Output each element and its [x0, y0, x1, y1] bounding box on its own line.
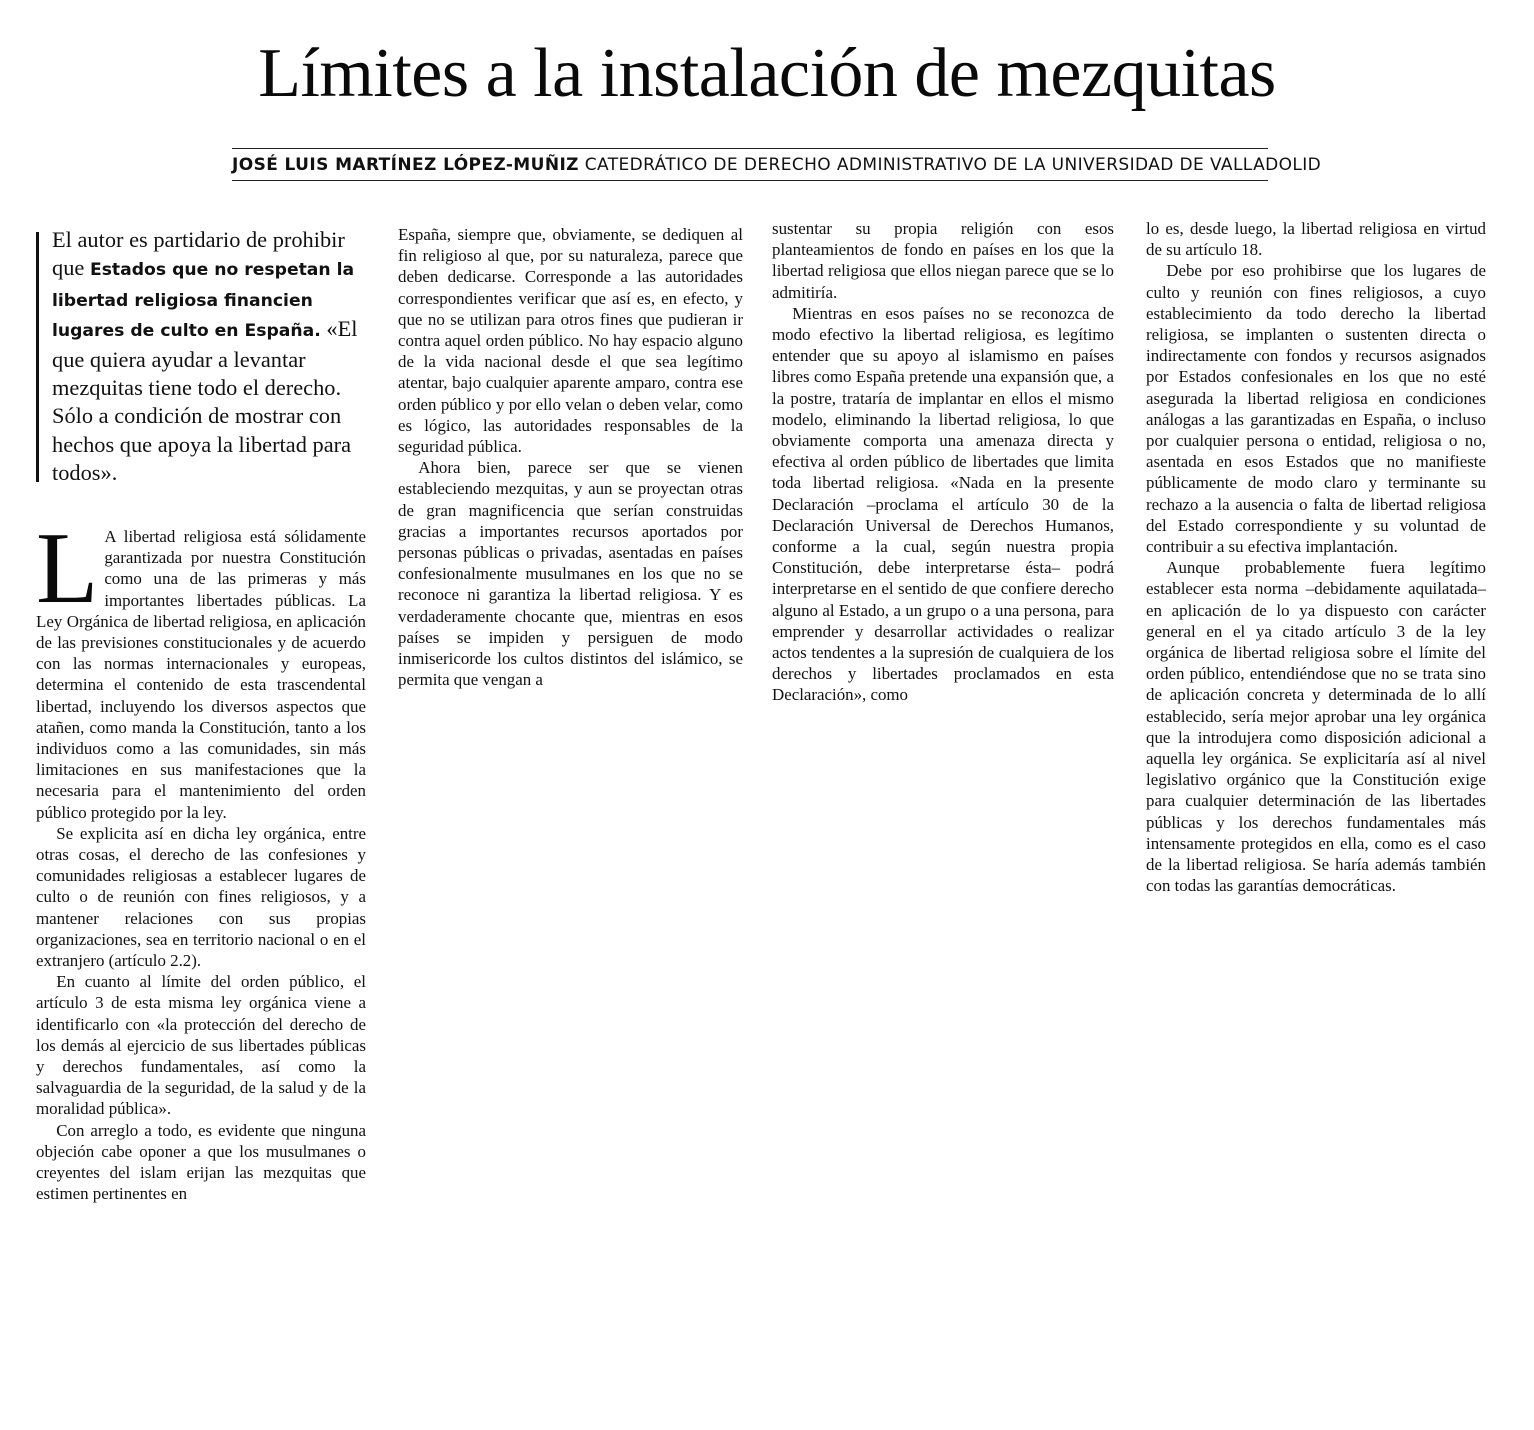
article-paragraph: sustentar su propia religión con esos planteamientos de fondo en países en los que la libertad religiosa que ellos niegan parece que se lo admitiría. [772, 219, 1114, 302]
article-column-4 [1146, 218, 1486, 897]
article-paragraph: A libertad religiosa está sólidamente garantizada por nuestra Constitución como una de las primeras y más importantes libertades públicas. La Ley Orgánica de libertad religiosa, en aplicación de las previsiones constitucionales y de acuerdo con las normas internacionales y europeas, determina el contenido de esta trascendental libertad, incluyendo los diversos aspectos que atañen, como manda la Constitución, tanto a los individuos como a las comunidades, sin más limitaciones en sus manifestaciones que la necesaria para el mantenimiento del orden público protegido por la ley. [36, 527, 366, 822]
drop-cap: L [36, 512, 99, 625]
article-paragraph: Aunque probablemente fuera legítimo establecer esta norma –debidamente aquilatada– en aplicación de lo ya dispuesto con carácter general en el ya citado artículo 3 de la ley orgánica de libertad religiosa sobre el límite del orden público, entendiéndose que no se trata sino de aplicación concreta y determinada de lo allí establecido, sería mejor aprobar una ley orgánica que la introdujera como disposición adicional a aquella ley orgánica. Se explicitaría así al nivel legislativo orgánico que la Constitución exige para cualquier determinación de las libertades públicas y los derechos fundamentales más intensamente protegidos en ella, como es el caso de la libertad religiosa. Se haría además también con todas las garantías democráticas. [1146, 558, 1486, 896]
byline-author: JOSÉ LUIS MARTÍNEZ LÓPEZ-MUÑIZ [232, 155, 579, 175]
article-paragraph: En cuanto al límite del orden público, el artículo 3 de esta misma ley orgánica viene a identificarlo con «la protección del derecho de los demás al ejercicio de sus libertades públicas y derechos fundamentales, así como la salvaguardia de la seguridad, de la salud y de la moralidad pública». [36, 972, 366, 1119]
headline: Límites a la instalación de mezquitas [258, 35, 1276, 112]
article-column-2 [398, 224, 743, 690]
article-column-1 [36, 512, 366, 1426]
article-paragraph: Debe por eso prohibirse que los lugares de culto y reunión con fines religiosos, a cuyo establecimiento da todo derecho la libertad religiosa, se implanten o sustenten directa o indirectamente con fondos y recursos asignados por Estados confesionales en los que no esté asegurada la libertad religiosa en condiciones análogas a las garantizadas en España, o incluso por cualquier persona o entidad, religiosa o no, asentada en esos Estados que no manifieste públicamente de modo claro y terminante su rechazo a la ausencia o falta de libertad religiosa del Estado correspondiente y su voluntad de contribuir a su efectiva implantación. [1146, 261, 1486, 557]
byline-affiliation: CATEDRÁTICO DE DERECHO ADMINISTRATIVO DE LA UNIVERSIDAD DE VALLADOLID [584, 155, 1322, 175]
byline [232, 152, 1322, 178]
byline-rule-bottom [232, 180, 1268, 181]
summary-bar [36, 232, 39, 482]
byline-rule-top [232, 148, 1268, 149]
article-paragraph: España, siempre que, obviamente, se dediquen al fin religioso al que, por su naturaleza, parece que deben dedicarse. Corresponde a las autoridades correspondientes verificar que así es, en efecto, y que no se utilizan para otros fines que pudieran ir contra aquel orden público. No hay espacio alguno de la vida nacional desde el que sea legítimo atentar, bajo cualquier aparente amparo, contra ese orden público y por ello velan o deben velar, como es lógico, las autoridades responsables de la seguridad pública. [398, 225, 743, 457]
article-paragraph: Se explicita así en dicha ley orgánica, entre otras cosas, el derecho de las confesiones y comunidades religiosas a establecer lugares de culto o de reunión con fines religiosos, y a mantener relaciones con sus propias organizaciones, sea en territorio nacional o en el extranjero (artículo 2.2). [36, 823, 366, 971]
article-column-3 [772, 218, 1114, 706]
summary-box [52, 226, 374, 488]
article-paragraph: Con arreglo a todo, es evidente que ninguna objeción cabe oponer a que los musulmanes o creyentes del islam erijan las mezquitas que estimen pertinentes en [36, 1120, 366, 1204]
article-paragraph: Ahora bien, parece ser que se vienen estableciendo mezquitas, y aun se proyectan otras de gran magnificencia que serían construidas gracias a importantes recursos aportados por personas públicas o privadas, asentadas en países confesionalmente musulmanes en los que no se reconoce ni garantiza la libertad religiosa. Y es verdaderamente chocante que, mientras en esos países se impiden y persiguen de modo inmisericorde los cultos distintos del islámico, se permita que vengan a [398, 458, 743, 690]
article-paragraph: lo es, desde luego, la libertad religiosa en virtud de su artículo 18. [1146, 219, 1486, 260]
summary-lead: El autor es partidario de prohibir que [52, 227, 345, 281]
summary-quote: «El que quiera ayudar a levantar mezquitas tiene todo el derecho. Sólo a condición de mostrar con hechos que apoya la libertad para todos». [52, 316, 358, 486]
summary-highlight: Estados que no respetan la libertad religiosa financien lugares de culto en España. [52, 260, 355, 342]
article-paragraph: Mientras en esos países no se reconozca de modo efectivo la libertad religiosa, es legítimo entender que su apoyo al islamismo en países libres como España pretende una expansión que, a la postre, trataría de implantar en ellos el mismo modelo, eliminando la libertad religiosa, lo que obviamente comporta una amenaza directa y efectiva al orden público de libertades que limita toda libertad religiosa. «Nada en la presente Declaración –proclama el artículo 30 de la Declaración Universal de Derechos Humanos, conforme a la cual, según nuestra propia Constitución, debe interpretarse ésta– podrá interpretarse en el sentido de que confiere derecho alguno al Estado, a un grupo o a una persona, para emprender y desarrollar actividades o realizar actos tendentes a la supresión de cualquiera de los derechos y libertades proclamados en esta Declaración», como [772, 303, 1114, 705]
